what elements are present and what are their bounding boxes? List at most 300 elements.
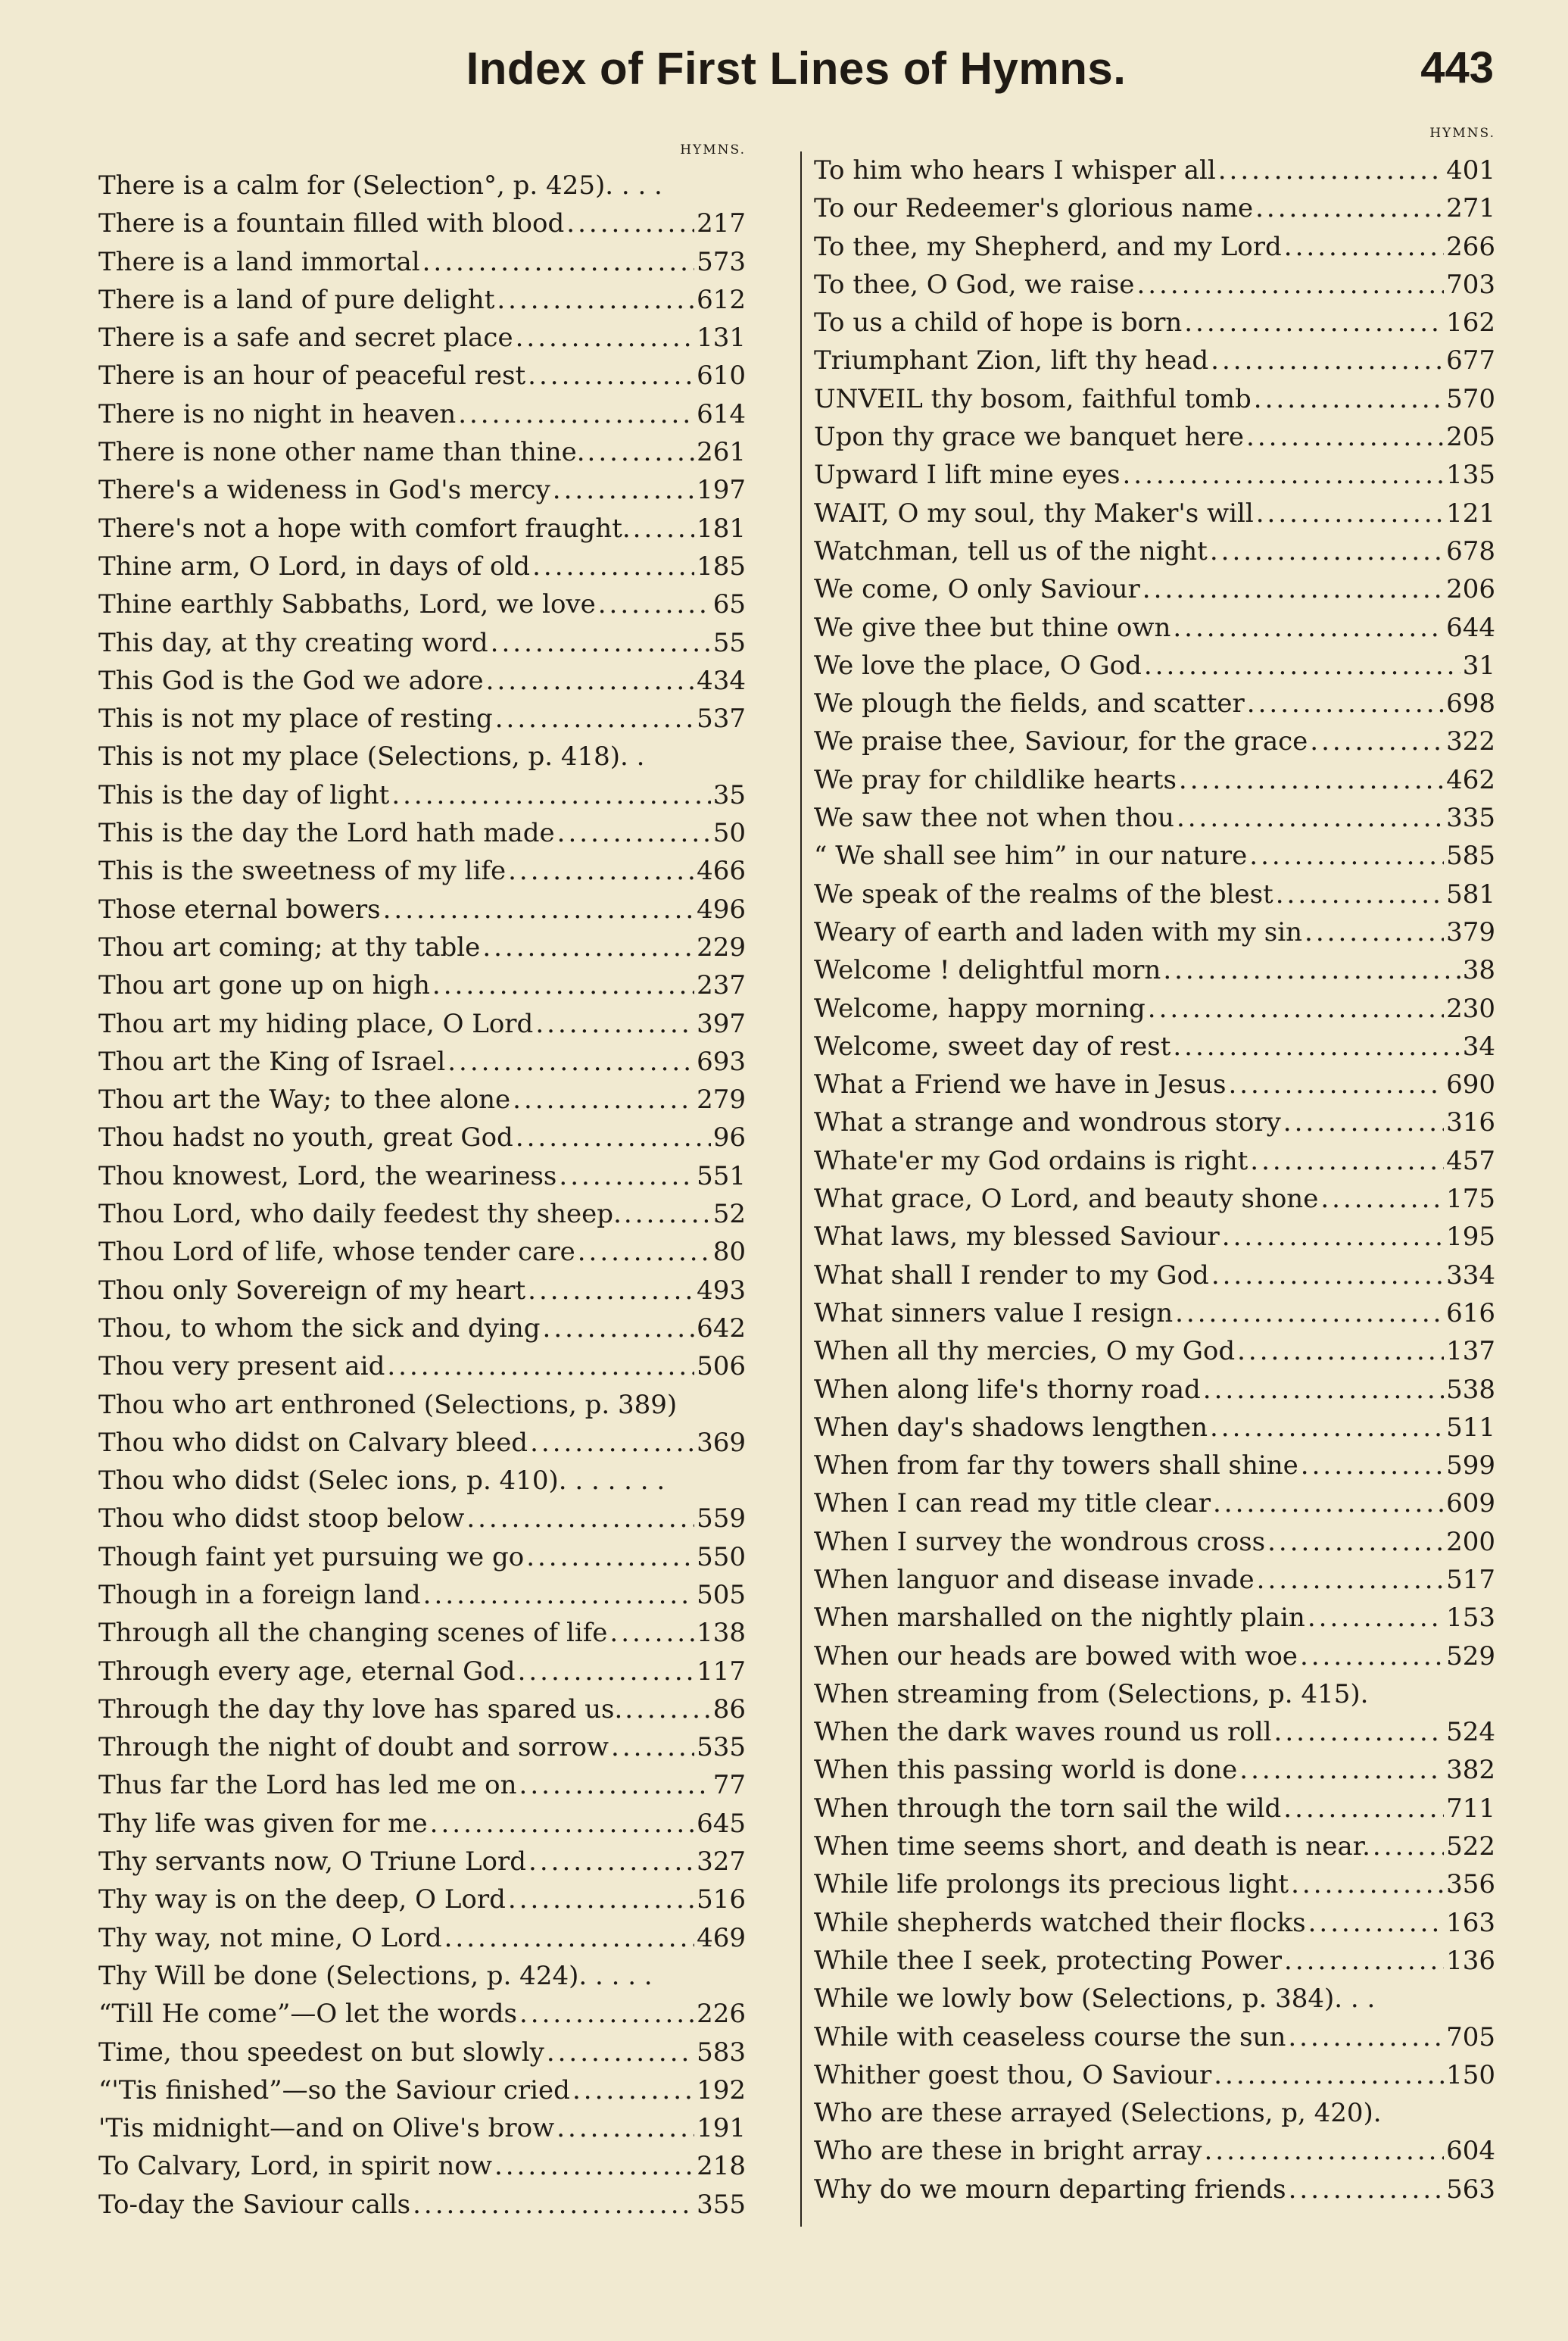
index-entry bbox=[98, 1881, 746, 1918]
index-entry bbox=[98, 204, 746, 242]
hymn-number: 535 bbox=[697, 1732, 746, 1763]
dot-leader bbox=[547, 2034, 694, 2071]
dot-leader bbox=[1284, 228, 1444, 266]
dot-leader bbox=[1300, 1637, 1444, 1675]
hymn-first-line: There is a calm for (Selection°, p. 425). . . . bbox=[98, 170, 662, 201]
page-header bbox=[98, 42, 1494, 111]
hymn-number: 226 bbox=[697, 1999, 746, 2030]
hymn-first-line: Thou who art enthroned (Selections, p. 389) bbox=[98, 1389, 678, 1420]
hymn-first-line: UNVEIL thy bosom, faithful tomb bbox=[814, 383, 1252, 414]
dot-leader bbox=[1211, 342, 1444, 379]
index-entry bbox=[98, 700, 746, 738]
hymn-first-line: We give thee but thine own bbox=[814, 612, 1171, 643]
hymn-first-line: Though faint yet pursuing we go bbox=[98, 1541, 525, 1572]
hymn-number: 693 bbox=[697, 1046, 746, 1077]
hymn-first-line: Thou art gone up on high bbox=[98, 970, 430, 1001]
index-entry bbox=[98, 1957, 746, 1995]
hymn-number: 237 bbox=[697, 970, 746, 1001]
index-entry bbox=[814, 1066, 1495, 1103]
left-entry-list bbox=[98, 167, 746, 2224]
hymn-first-line: When languor and disease invade bbox=[814, 1564, 1255, 1595]
index-entry bbox=[814, 1637, 1495, 1675]
hymn-number: 261 bbox=[697, 437, 746, 468]
dot-leader bbox=[495, 700, 694, 738]
hymn-first-line: There is no night in heaven bbox=[98, 398, 457, 429]
index-entry bbox=[98, 814, 746, 852]
hymn-first-line: What sinners value I resign bbox=[814, 1297, 1174, 1328]
hymn-number: 266 bbox=[1446, 231, 1495, 262]
dot-leader bbox=[482, 929, 694, 966]
dot-leader bbox=[1256, 495, 1444, 532]
index-entry bbox=[814, 609, 1495, 647]
hymn-first-line: Thou only Sovereign of my heart bbox=[98, 1275, 526, 1306]
hymn-first-line: Upon thy grace we banquet here bbox=[814, 422, 1245, 453]
hymn-number: 612 bbox=[697, 284, 746, 315]
hymn-number: 563 bbox=[1446, 2174, 1495, 2205]
hymn-first-line: What grace, O Lord, and beauty shone bbox=[814, 1184, 1319, 1215]
hymn-first-line: Thou very present aid bbox=[98, 1351, 385, 1382]
hymn-first-line: When the dark waves round us roll bbox=[814, 1717, 1272, 1748]
dot-leader bbox=[1173, 1028, 1460, 1066]
dot-leader bbox=[1211, 1256, 1444, 1294]
hymn-number: 96 bbox=[712, 1122, 746, 1153]
index-entry bbox=[814, 1561, 1495, 1599]
hymn-first-line: Thou Lord, who daily feedest thy sheep. bbox=[98, 1199, 622, 1230]
hymn-number: 511 bbox=[1446, 1412, 1495, 1443]
dot-leader bbox=[497, 281, 694, 319]
dot-leader bbox=[466, 1500, 694, 1537]
index-entry bbox=[98, 1843, 746, 1881]
index-entry bbox=[98, 281, 746, 319]
hymn-first-line: This day, at thy creating word bbox=[98, 627, 488, 658]
index-entry bbox=[98, 662, 746, 700]
hymns-column-heading: HYMNS. bbox=[680, 142, 746, 158]
index-entry bbox=[98, 471, 746, 509]
hymn-number: 206 bbox=[1446, 574, 1495, 605]
hymn-first-line: 'Tis midnight—and on Olive's brow bbox=[98, 2113, 555, 2144]
index-entry bbox=[814, 532, 1495, 570]
dot-leader bbox=[1274, 1713, 1445, 1751]
hymn-first-line: Why do we mourn departing friends bbox=[814, 2174, 1286, 2205]
index-entry bbox=[98, 1538, 746, 1576]
hymn-number: 153 bbox=[1446, 1603, 1495, 1634]
hymn-number: 38 bbox=[1462, 955, 1495, 986]
index-entry bbox=[98, 1614, 746, 1652]
hymn-first-line: What shall I render to my God bbox=[814, 1259, 1209, 1291]
hymn-first-line: Time, thou speedest on but slowly bbox=[98, 2037, 544, 2068]
index-entry bbox=[814, 189, 1495, 227]
index-entry bbox=[98, 1500, 746, 1537]
hymn-number: 585 bbox=[1446, 841, 1495, 872]
hymn-first-line: Thou, to whom the sick and dying bbox=[98, 1313, 541, 1344]
dot-leader bbox=[1163, 951, 1460, 989]
hymn-number: 401 bbox=[1446, 155, 1495, 186]
hymn-number: 138 bbox=[697, 1618, 746, 1649]
index-entry bbox=[98, 852, 746, 890]
dot-leader bbox=[611, 1728, 694, 1766]
index-entry bbox=[814, 1865, 1495, 1903]
dot-leader bbox=[423, 1576, 694, 1614]
index-entry bbox=[98, 243, 746, 281]
dot-leader bbox=[1284, 1942, 1444, 1980]
hymn-first-line: Through all the changing scenes of life bbox=[98, 1618, 608, 1649]
index-entry bbox=[98, 585, 746, 623]
index-entry bbox=[98, 2186, 746, 2224]
hymn-number: 218 bbox=[697, 2151, 746, 2182]
index-entry bbox=[814, 1942, 1495, 1980]
hymn-number: 379 bbox=[1446, 916, 1495, 947]
hymn-number: 50 bbox=[712, 818, 746, 849]
hymn-first-line: Thus far the Lord has led me on bbox=[98, 1770, 517, 1801]
hymn-number: 191 bbox=[697, 2113, 746, 2144]
hymn-number: 609 bbox=[1446, 1488, 1495, 1519]
hymn-first-line: Thy way is on the deep, O Lord bbox=[98, 1884, 506, 1915]
hymn-first-line: Thou art coming; at thy table bbox=[98, 932, 481, 963]
hymn-number: 163 bbox=[1446, 1907, 1495, 1938]
dot-leader bbox=[1320, 1180, 1444, 1218]
hymn-number: 538 bbox=[1446, 1374, 1495, 1405]
hymn-number: 34 bbox=[1462, 1031, 1495, 1062]
hymn-first-line: Thy Will be done (Selections, p. 424). . . . . bbox=[98, 1960, 653, 1991]
hymn-first-line: Weary of earth and laden with my sin bbox=[814, 916, 1303, 947]
dot-leader bbox=[1222, 1218, 1444, 1256]
index-entry bbox=[814, 761, 1495, 799]
hymn-first-line: Thou hadst no youth, great God bbox=[98, 1122, 513, 1153]
dot-leader bbox=[1310, 723, 1444, 760]
index-entry bbox=[814, 876, 1495, 913]
hymn-first-line: There is a land of pure delight bbox=[98, 284, 495, 315]
dot-leader bbox=[391, 776, 710, 814]
dot-leader bbox=[1237, 1332, 1444, 1370]
hymn-number: 80 bbox=[712, 1237, 746, 1268]
dot-leader bbox=[1123, 456, 1445, 494]
hymn-number: 135 bbox=[1446, 460, 1495, 491]
index-entry bbox=[98, 776, 746, 814]
index-entry bbox=[98, 1995, 746, 2033]
index-entry bbox=[814, 266, 1495, 304]
hymn-first-line: Through the night of doubt and sorrow bbox=[98, 1732, 609, 1763]
dot-leader bbox=[1301, 1447, 1444, 1484]
hymn-first-line: This is not my place (Selections, p. 418). . bbox=[98, 741, 645, 773]
dot-leader bbox=[1175, 1294, 1444, 1332]
index-entry bbox=[98, 891, 746, 929]
index-entry bbox=[814, 570, 1495, 608]
dot-leader bbox=[1203, 1371, 1444, 1409]
hymn-first-line: We love the place, O God bbox=[814, 650, 1142, 681]
index-entry bbox=[98, 1424, 746, 1462]
dot-leader bbox=[1291, 1865, 1444, 1903]
hymn-number: 356 bbox=[1446, 1869, 1495, 1900]
hymn-first-line: There's not a hope with comfort fraught. bbox=[98, 513, 631, 544]
index-entry bbox=[98, 1462, 746, 1500]
dot-leader bbox=[1247, 685, 1444, 723]
index-entry bbox=[814, 1332, 1495, 1370]
dot-leader bbox=[1205, 2132, 1445, 2170]
hymn-first-line: When from far thy towers shall shine bbox=[814, 1450, 1298, 1481]
page-title: Index of First Lines of Hymns. bbox=[466, 43, 1127, 94]
hymn-number: 121 bbox=[1446, 498, 1495, 529]
index-entry bbox=[98, 1272, 746, 1309]
index-entry bbox=[814, 380, 1495, 418]
dot-leader bbox=[494, 2147, 694, 2185]
hymn-first-line: While we lowly bow (Selections, p. 384). . . bbox=[814, 1984, 1376, 2015]
index-entry bbox=[98, 2109, 746, 2147]
dot-leader bbox=[526, 1538, 694, 1576]
index-entry bbox=[814, 1256, 1495, 1294]
hymn-number: 644 bbox=[1446, 612, 1495, 643]
hymn-first-line: When I can read my title clear bbox=[814, 1488, 1211, 1519]
hymn-number: 610 bbox=[697, 361, 746, 392]
hymn-number: 551 bbox=[697, 1160, 746, 1191]
index-entry bbox=[98, 1005, 746, 1043]
dot-leader bbox=[528, 1272, 694, 1309]
hymn-first-line: Who are these in bright array bbox=[814, 2136, 1202, 2167]
hymn-first-line: There is a fountain filled with blood bbox=[98, 208, 565, 239]
hymn-first-line: Though in a foreign land bbox=[98, 1579, 421, 1610]
dot-leader bbox=[1173, 609, 1444, 647]
hymn-number: 136 bbox=[1446, 1945, 1495, 1976]
dot-leader bbox=[609, 1614, 694, 1652]
hymn-first-line: When along life's thorny road bbox=[814, 1374, 1201, 1405]
dot-leader bbox=[444, 1919, 694, 1957]
dot-leader bbox=[1288, 2018, 1444, 2056]
hymn-number: 192 bbox=[697, 2074, 746, 2105]
dot-leader bbox=[1308, 1904, 1445, 1942]
dot-leader bbox=[1210, 532, 1444, 570]
hymn-first-line: This is the sweetness of my life bbox=[98, 856, 507, 887]
index-entry bbox=[814, 2056, 1495, 2094]
index-entry bbox=[814, 2132, 1495, 2170]
hymn-number: 217 bbox=[697, 208, 746, 239]
dot-leader bbox=[1214, 2056, 1444, 2094]
hymn-first-line: While life prolongs its precious light bbox=[814, 1869, 1289, 1900]
hymn-number: 335 bbox=[1446, 803, 1495, 834]
index-entry bbox=[98, 510, 746, 548]
hymn-first-line: To Calvary, Lord, in spirit now bbox=[98, 2151, 492, 2182]
index-entry bbox=[814, 913, 1495, 951]
dot-leader bbox=[1276, 876, 1444, 913]
dot-leader bbox=[518, 1653, 695, 1690]
hymn-number: 559 bbox=[697, 1503, 746, 1534]
dot-leader bbox=[1179, 761, 1444, 799]
dot-leader bbox=[1142, 570, 1444, 608]
hymn-first-line: Welcome, sweet day of rest bbox=[814, 1031, 1171, 1062]
hymn-first-line: To him who hears I whisper all bbox=[814, 155, 1216, 186]
hymns-column-heading: HYMNS. bbox=[1429, 126, 1495, 141]
hymn-first-line: This is the day the Lord hath made bbox=[98, 818, 555, 849]
dot-leader bbox=[1136, 266, 1444, 304]
hymn-first-line: Thine earthly Sabbaths, Lord, we love bbox=[98, 589, 596, 620]
dot-leader bbox=[519, 1995, 694, 2033]
index-entry bbox=[814, 1218, 1495, 1256]
dot-leader bbox=[508, 852, 694, 890]
dot-leader bbox=[1257, 1561, 1444, 1599]
dot-leader bbox=[432, 966, 694, 1004]
index-entry bbox=[814, 2018, 1495, 2056]
hymn-first-line: There is a safe and secret place bbox=[98, 323, 513, 354]
hymn-number: 516 bbox=[697, 1884, 746, 1915]
hymn-number: 677 bbox=[1446, 345, 1495, 376]
dot-leader bbox=[625, 1690, 710, 1728]
hymn-number: 614 bbox=[697, 398, 746, 429]
dot-leader bbox=[578, 1233, 711, 1271]
hymn-first-line: Thy way, not mine, O Lord bbox=[98, 1922, 442, 1953]
hymn-first-line: “Till He come”—O let the words bbox=[98, 1999, 517, 2030]
dot-leader bbox=[516, 1119, 711, 1156]
hymn-number: 150 bbox=[1446, 2059, 1495, 2090]
index-entry bbox=[98, 1766, 746, 1804]
hymn-first-line: Welcome, happy morning bbox=[814, 993, 1146, 1024]
hymn-first-line: We speak of the realms of the blest bbox=[814, 879, 1273, 910]
hymn-first-line: Those eternal bowers bbox=[98, 894, 381, 925]
hymn-number: 517 bbox=[1446, 1564, 1495, 1595]
index-entry bbox=[814, 1523, 1495, 1561]
index-entry bbox=[98, 167, 746, 204]
index-entry bbox=[814, 837, 1495, 875]
hymn-number: 529 bbox=[1446, 1640, 1495, 1671]
hymn-first-line: “ We shall see him” in our nature bbox=[814, 841, 1248, 872]
index-entry bbox=[98, 395, 746, 433]
hymn-number: 397 bbox=[697, 1008, 746, 1039]
hymn-number: 86 bbox=[712, 1693, 746, 1725]
index-entry bbox=[98, 1386, 746, 1424]
index-entry bbox=[814, 647, 1495, 685]
index-entry bbox=[98, 1690, 746, 1728]
dot-leader bbox=[1255, 189, 1444, 227]
dot-leader bbox=[1249, 837, 1444, 875]
dot-leader bbox=[543, 1309, 695, 1347]
hymn-number: 583 bbox=[697, 2037, 746, 2068]
hymn-number: 52 bbox=[712, 1199, 746, 1230]
hymn-first-line: Thou Lord of life, whose tender care bbox=[98, 1237, 575, 1268]
hymn-first-line: Thy servants now, O Triune Lord bbox=[98, 1846, 527, 1877]
hymn-first-line: What a strange and wondrous story bbox=[814, 1107, 1281, 1138]
hymn-first-line: Upward I lift mine eyes bbox=[814, 460, 1121, 491]
dot-leader bbox=[1210, 1409, 1444, 1447]
hymn-number: 599 bbox=[1446, 1450, 1495, 1481]
dot-leader bbox=[557, 814, 711, 852]
dot-leader bbox=[528, 1843, 694, 1881]
index-entry bbox=[814, 1599, 1495, 1637]
index-entry bbox=[98, 1119, 746, 1156]
hymn-first-line: Thy life was given for me bbox=[98, 1808, 428, 1839]
dot-leader bbox=[1283, 1103, 1444, 1141]
dot-leader bbox=[430, 1805, 694, 1843]
dot-leader bbox=[1228, 1066, 1444, 1103]
index-entry bbox=[814, 1371, 1495, 1409]
index-entry bbox=[98, 2147, 746, 2185]
index-entry bbox=[814, 1103, 1495, 1141]
dot-leader bbox=[1213, 1484, 1444, 1522]
index-entry bbox=[814, 1180, 1495, 1218]
hymn-number: 327 bbox=[697, 1846, 746, 1877]
index-entry bbox=[814, 2094, 1495, 2132]
hymn-number: 537 bbox=[697, 704, 746, 735]
index-entry bbox=[814, 2171, 1495, 2208]
hymn-first-line: We pray for childlike hearts bbox=[814, 764, 1177, 795]
hymn-number: 466 bbox=[697, 856, 746, 887]
hymn-first-line: When day's shadows lengthen bbox=[814, 1412, 1208, 1443]
index-entry bbox=[814, 456, 1495, 494]
dot-leader bbox=[508, 1881, 694, 1918]
hymn-number: 185 bbox=[697, 551, 746, 582]
hymn-first-line: There is a land immortal bbox=[98, 246, 420, 277]
hymn-number: 642 bbox=[697, 1313, 746, 1344]
hymn-number: 77 bbox=[712, 1770, 746, 1801]
hymn-number: 382 bbox=[1446, 1755, 1495, 1786]
dot-leader bbox=[556, 2109, 694, 2147]
dot-leader bbox=[598, 585, 711, 623]
hymn-number: 645 bbox=[697, 1808, 746, 1839]
hymn-number: 705 bbox=[1446, 2021, 1495, 2052]
column-divider bbox=[800, 151, 802, 2227]
index-entry bbox=[814, 1447, 1495, 1484]
index-entry bbox=[814, 990, 1495, 1028]
dot-leader bbox=[530, 1424, 694, 1462]
index-entry bbox=[98, 1233, 746, 1271]
hymn-number: 355 bbox=[697, 2189, 746, 2220]
dot-leader bbox=[532, 548, 694, 585]
index-entry bbox=[98, 929, 746, 966]
dot-leader bbox=[1148, 990, 1444, 1028]
hymn-first-line: Thou art the King of Israel bbox=[98, 1046, 446, 1077]
hymn-number: 703 bbox=[1446, 269, 1495, 300]
hymn-first-line: There is none other name than thine. bbox=[98, 437, 585, 468]
index-entry bbox=[814, 1142, 1495, 1180]
dot-leader bbox=[1239, 1751, 1444, 1789]
hymn-first-line: When all thy mercies, O my God bbox=[814, 1336, 1236, 1367]
hymn-first-line: When our heads are bowed with woe bbox=[814, 1640, 1298, 1671]
index-entry bbox=[814, 799, 1495, 837]
index-entry bbox=[98, 738, 746, 776]
index-entry bbox=[98, 1347, 746, 1385]
dot-leader bbox=[486, 662, 694, 700]
left-column bbox=[98, 142, 746, 2224]
hymn-number: 31 bbox=[1462, 650, 1495, 681]
dot-leader bbox=[1254, 380, 1444, 418]
dot-leader bbox=[1184, 304, 1444, 342]
hymn-number: 690 bbox=[1446, 1069, 1495, 1100]
index-entry bbox=[814, 151, 1495, 189]
index-entry bbox=[98, 319, 746, 357]
index-entry bbox=[814, 1904, 1495, 1942]
hymn-number: 162 bbox=[1446, 307, 1495, 339]
dot-leader bbox=[1305, 913, 1444, 951]
hymn-number: 271 bbox=[1446, 193, 1495, 224]
dot-leader bbox=[1250, 1142, 1444, 1180]
hymn-first-line: When this passing world is done bbox=[814, 1755, 1238, 1786]
hymn-number: 469 bbox=[697, 1922, 746, 1953]
hymn-first-line: Thou who didst (Selec ions, p. 410). . . . . . . bbox=[98, 1465, 666, 1497]
dot-leader bbox=[458, 395, 694, 433]
dot-leader bbox=[1267, 1523, 1444, 1561]
index-entry bbox=[814, 1294, 1495, 1332]
hymn-first-line: There is an hour of peaceful rest bbox=[98, 361, 526, 392]
index-entry bbox=[98, 2034, 746, 2071]
dot-leader bbox=[588, 433, 695, 471]
hymn-number: 570 bbox=[1446, 383, 1495, 414]
dot-leader bbox=[383, 891, 695, 929]
hymn-first-line: We praise thee, Saviour, for the grace bbox=[814, 726, 1308, 757]
dot-leader bbox=[535, 1005, 694, 1043]
hymn-number: 505 bbox=[697, 1579, 746, 1610]
hymn-first-line: To-day the Saviour calls bbox=[98, 2189, 411, 2220]
dot-leader bbox=[1177, 799, 1444, 837]
index-entry bbox=[98, 1653, 746, 1690]
dot-leader bbox=[633, 510, 694, 548]
hymn-number: 524 bbox=[1446, 1717, 1495, 1748]
dot-leader bbox=[1283, 1790, 1444, 1828]
